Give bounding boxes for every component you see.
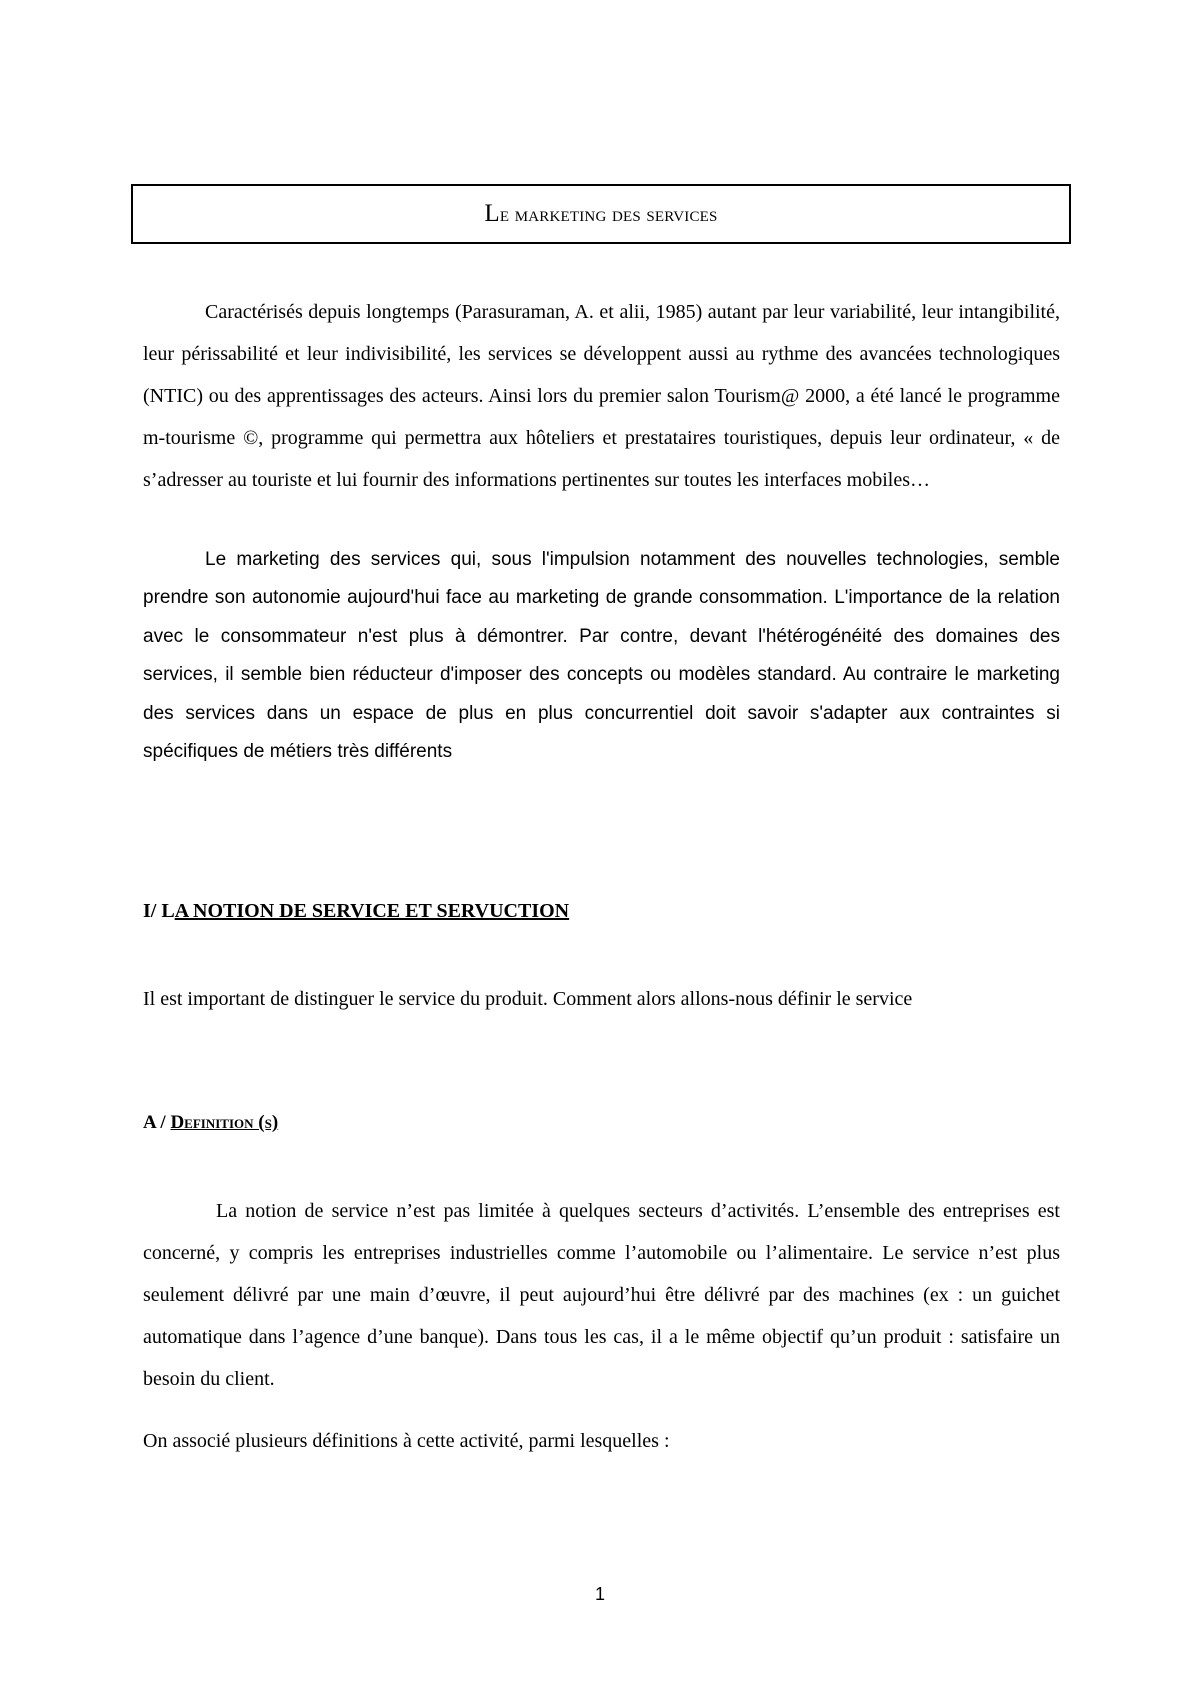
section-heading-underlined: A NOTION DE SERVICE ET SERVUCTION: [174, 900, 570, 922]
marketing-services-paragraph: Le marketing des services qui, sous l'impulsion notamment des nouvelles technologies, semble prendre son autonomie aujourd'hui face au marketing de grande consommation. L'importance de la relation avec le consommateur n'est plus à démontrer. Par contre, devant l'hétérogénéité des domaines des services, il semble bien réducteur d'imposer des concepts ou modèles standard. Au contraire le marketing des services dans un espace de plus en plus concurrentiel doit savoir s'adapter aux contraintes si spécifiques de métiers très différents: [143, 549, 1060, 763]
subsection-heading-underlined: Definition (s): [170, 1112, 279, 1133]
document-title-box: [131, 184, 1071, 244]
subsection-heading-prefix: A /: [143, 1112, 171, 1133]
section-heading-notion-service: [143, 898, 1060, 924]
subsection-heading-definition: [143, 1110, 1060, 1136]
intro-paragraph: Caractérisés depuis longtemps (Parasuraman, A. et alii, 1985) autant par leur variabilité, leur intangibilité, leur périssabilité et leur indivisibilité, les services se développent aussi au rythme des avancées technologiques (NTIC) ou des apprentissages des acteurs. Ainsi lors du premier salon Tourism@ 2000, a été lancé le programme m-tourisme ©, programme qui permettra aux hôteliers et prestataires touristiques, depuis leur ordinateur, « de s’adresser au touriste et lui fournir des informations pertinentes sur toutes les interfaces mobiles…: [143, 301, 1060, 491]
section-heading-prefix: I/ L: [143, 900, 175, 922]
title-rest: e marketing des services: [499, 202, 718, 226]
distinguish-paragraph: Il est important de distinguer le service du produit. Comment alors allons-nous définir le service: [143, 988, 913, 1010]
document-title: [484, 200, 717, 228]
title-first-letter: L: [484, 200, 500, 227]
definitions-intro-paragraph: On associé plusieurs définitions à cette activité, parmi lesquelles :: [143, 1430, 670, 1452]
notion-paragraph: La notion de service n’est pas limitée à quelques secteurs d’activités. L’ensemble des entreprises est concerné, y compris les entreprises industrielles comme l’automobile ou l’alimentaire. Le service n’est plus seulement délivré par une main d’œuvre, il peut aujourd’hui être délivré par des machines (ex : un guichet automatique dans l’agence d’une banque). Dans tous les cas, il a le même objectif qu’un produit : satisfaire un besoin du client.: [143, 1200, 1060, 1390]
page-number: 1: [594, 1584, 605, 1604]
